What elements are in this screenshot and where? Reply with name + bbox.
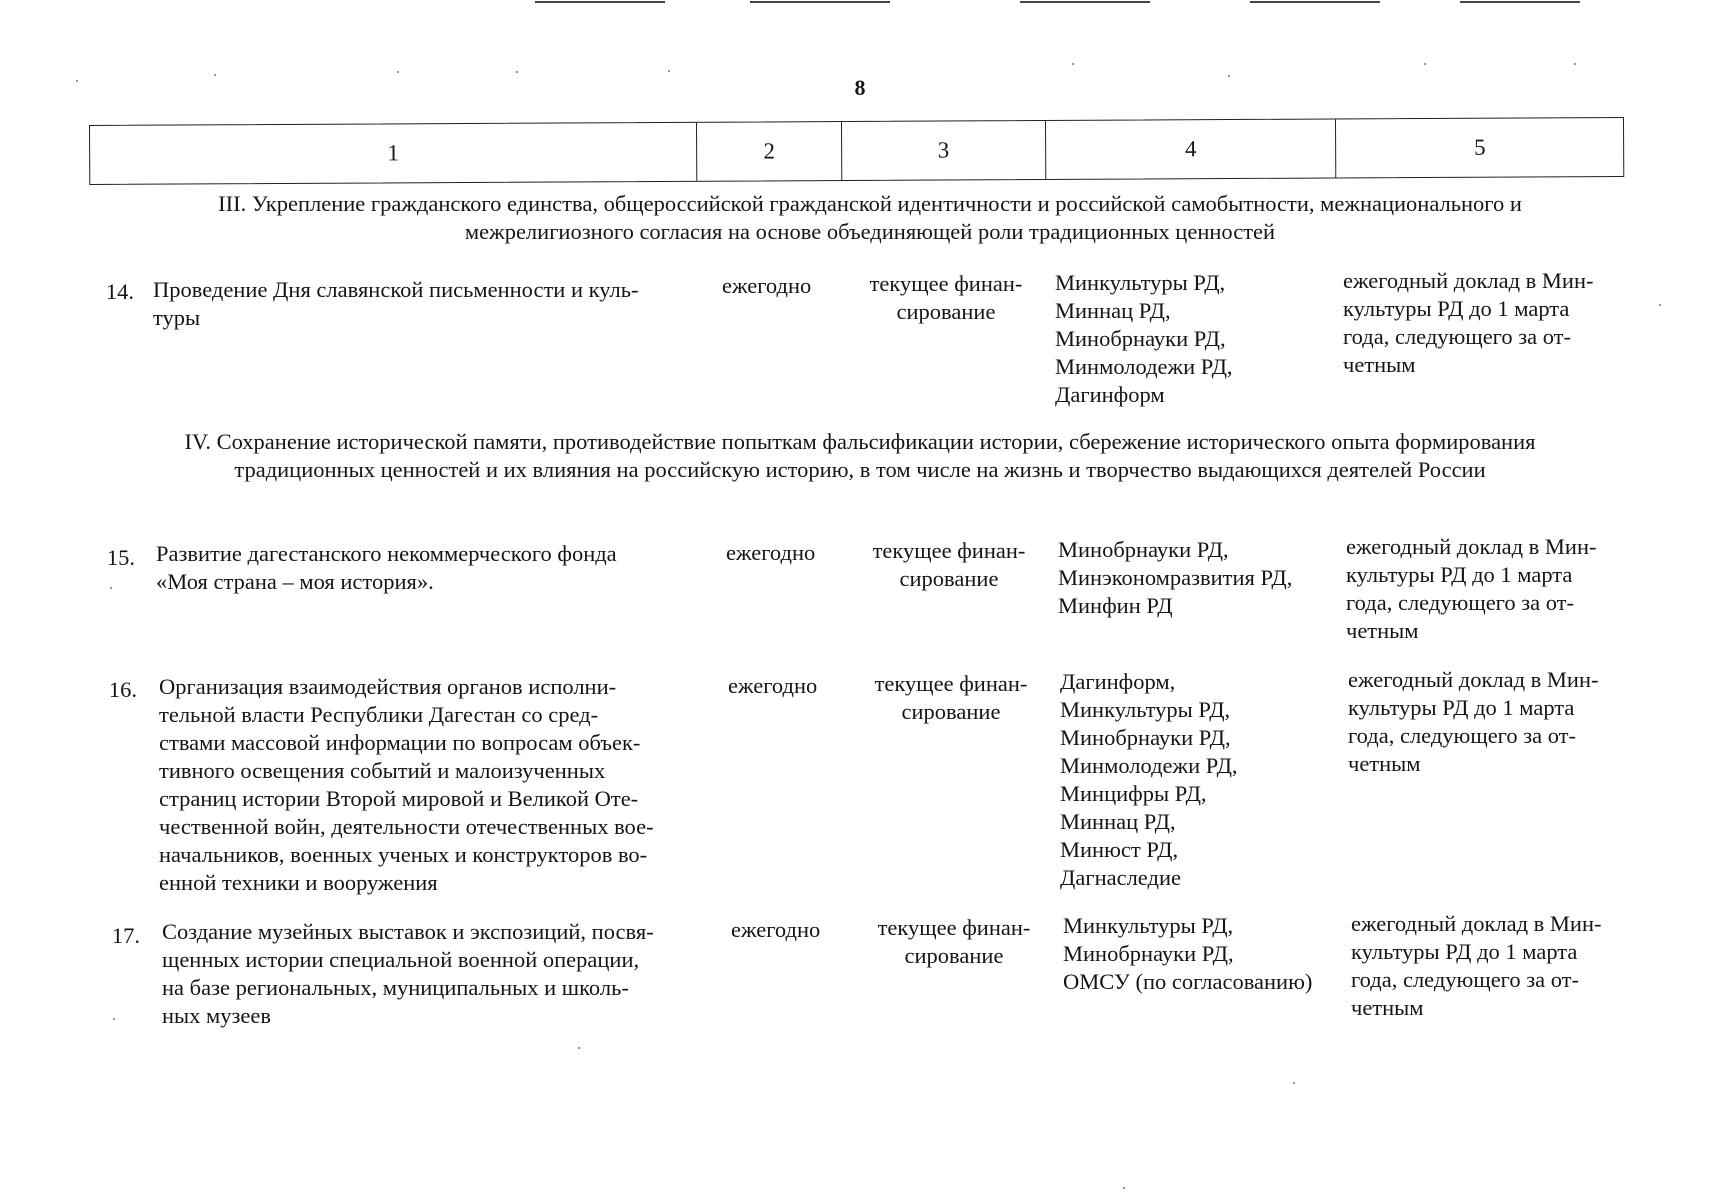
scan-speck xyxy=(397,71,399,73)
item-report-line: культуры РД до 1 марта xyxy=(1351,939,1578,964)
item-executor: Минмолодежи РД, xyxy=(1060,753,1238,778)
scan-speck xyxy=(578,1047,580,1049)
item-description-line: тельной власти Республики Дагестан со сред- xyxy=(159,702,599,727)
scan-edge-mark xyxy=(1250,1,1380,3)
item-executor: ОМСУ (по согласованию) xyxy=(1063,969,1313,994)
item-executors xyxy=(1055,269,1233,409)
header-cell-4: 4 xyxy=(1046,119,1337,179)
item-report xyxy=(1343,267,1594,379)
item-description-line: ных музеев xyxy=(162,1003,272,1028)
item-report-line: года, следующего за от- xyxy=(1351,967,1579,992)
item-report-line: года, следующего за от- xyxy=(1346,590,1574,615)
item-funding-line: текущее финан- xyxy=(874,671,1028,696)
item-executor: Дагинформ xyxy=(1055,382,1165,407)
item-description-line: Создание музейных выставок и экспозиций, посвя- xyxy=(162,919,654,944)
item-executor: Минюст РД, xyxy=(1060,837,1179,862)
item-description-line: ствами массовой информации по вопросам объек- xyxy=(159,730,641,755)
item-number: 15. xyxy=(106,545,135,570)
item-description xyxy=(159,673,654,897)
scan-edge-mark xyxy=(535,1,665,3)
item-report-line: года, следующего за от- xyxy=(1343,324,1571,349)
item-description-line: щенных истории специальной военной операции, xyxy=(162,947,640,972)
section-heading-iv xyxy=(110,428,1610,484)
item-funding xyxy=(859,670,1043,726)
item-number: 17. xyxy=(111,923,140,948)
item-report-line: ежегодный доклад в Мин- xyxy=(1346,534,1597,559)
item-period: ежегодно xyxy=(722,273,812,298)
item-description-line: енной техники и вооружения xyxy=(159,870,438,895)
item-description-line: тивного освещения событий и малоизученных xyxy=(159,758,606,783)
item-funding-line: сирование xyxy=(899,566,999,591)
table-header-row xyxy=(89,117,1624,185)
item-executor: Дагинформ, xyxy=(1060,669,1176,694)
item-executor: Минкультуры РД, xyxy=(1055,270,1226,295)
item-report xyxy=(1348,666,1599,778)
section-heading-line: IV. Сохранение исторической памяти, противодействие попыткам фальсификации истории, сбережение исторического опыта формирования xyxy=(184,429,1536,454)
scan-edge-mark xyxy=(1460,1,1580,3)
item-description-line: Развитие дагестанского некоммерческого фонда xyxy=(156,541,617,566)
item-number: 16. xyxy=(108,677,137,702)
item-executors xyxy=(1060,668,1238,892)
item-description-line: «Моя страна – моя история». xyxy=(156,569,434,594)
section-heading-line: традиционных ценностей и их влияния на российскую историю, в том числе на жизнь и творчество выдающихся деятелей России xyxy=(234,457,1486,482)
header-cell-3: 3 xyxy=(842,121,1046,180)
item-report-line: четным xyxy=(1346,618,1419,643)
item-report-line: культуры РД до 1 марта xyxy=(1343,296,1570,321)
item-description-line: на базе региональных, муниципальных и школь- xyxy=(162,975,629,1000)
item-funding-line: сирование xyxy=(896,299,996,324)
item-funding-line: текущее финан- xyxy=(877,915,1031,940)
item-period: ежегодно xyxy=(726,540,816,565)
scan-speck xyxy=(1659,304,1661,306)
item-executor: Минобрнауки РД, xyxy=(1058,537,1229,562)
item-executor: Минфин РД xyxy=(1058,593,1173,618)
item-executor: Минцифры РД, xyxy=(1060,781,1207,806)
item-description-line: туры xyxy=(153,305,201,330)
item-executor: Минобрнауки РД, xyxy=(1060,725,1231,750)
item-report-line: культуры РД до 1 марта xyxy=(1346,562,1573,587)
scan-edge-mark xyxy=(1020,1,1150,3)
scan-speck xyxy=(516,71,518,73)
item-report xyxy=(1346,533,1597,645)
item-description xyxy=(156,540,617,596)
item-number: 14. xyxy=(105,279,134,304)
item-description-line: страниц истории Второй мировой и Великой Оте- xyxy=(159,786,639,811)
scan-speck xyxy=(113,1018,115,1020)
item-report-line: ежегодный доклад в Мин- xyxy=(1343,268,1594,293)
header-cell-1: 1 xyxy=(90,123,697,184)
item-executor: Минобрнауки РД, xyxy=(1055,326,1226,351)
item-report-line: года, следующего за от- xyxy=(1348,723,1576,748)
section-heading-iii xyxy=(120,190,1620,246)
item-funding xyxy=(858,537,1040,593)
item-executor: Минобрнауки РД, xyxy=(1063,941,1234,966)
item-report xyxy=(1351,910,1602,1022)
scan-speck xyxy=(1072,63,1074,65)
scan-speck xyxy=(668,70,670,72)
item-funding xyxy=(855,270,1037,326)
item-description-line: начальников, военных ученых и конструкторов во- xyxy=(159,842,648,867)
item-executor: Дагнаследие xyxy=(1060,865,1181,890)
section-heading-line: межрелигиозного согласия на основе объединяющей роли традиционных ценностей xyxy=(464,219,1276,244)
item-description xyxy=(162,918,654,1030)
item-executor: Минэкономразвития РД, xyxy=(1058,565,1293,590)
item-funding-line: сирование xyxy=(901,699,1001,724)
item-funding-line: сирование xyxy=(904,943,1004,968)
item-executor: Миннац РД, xyxy=(1055,298,1171,323)
item-report-line: ежегодный доклад в Мин- xyxy=(1348,667,1599,692)
item-executor: Минмолодежи РД, xyxy=(1055,354,1233,379)
scan-edge-mark xyxy=(750,1,890,3)
header-cell-2: 2 xyxy=(697,122,842,181)
item-executors xyxy=(1063,912,1312,996)
item-period: ежегодно xyxy=(728,673,818,698)
item-report-line: четным xyxy=(1343,352,1416,377)
item-executor: Минкультуры РД, xyxy=(1063,913,1234,938)
page-number: 8 xyxy=(854,75,866,100)
scan-speck xyxy=(1293,1082,1295,1084)
item-report-line: ежегодный доклад в Мин- xyxy=(1351,911,1602,936)
item-description xyxy=(153,276,639,332)
item-funding-line: текущее финан- xyxy=(872,538,1026,563)
section-heading-line: III. Укрепление гражданского единства, общероссийской гражданской идентичности и российской самобытности, межнационального и xyxy=(218,191,1522,216)
item-description-line: Организация взаимодействия органов исполни- xyxy=(159,674,617,699)
scan-speck xyxy=(1424,63,1426,65)
header-cell-5: 5 xyxy=(1474,134,1486,160)
item-report-line: четным xyxy=(1351,995,1424,1020)
scan-speck xyxy=(1123,1187,1125,1189)
item-report-line: культуры РД до 1 марта xyxy=(1348,695,1575,720)
item-funding-line: текущее финан- xyxy=(869,271,1023,296)
item-description-line: чественной войн, деятельности отечественных вое- xyxy=(159,814,654,839)
item-executor: Миннац РД, xyxy=(1060,809,1176,834)
item-report-line: четным xyxy=(1348,751,1421,776)
item-funding xyxy=(862,914,1046,970)
item-executors xyxy=(1058,536,1292,620)
scan-speck xyxy=(110,587,112,589)
scan-speck xyxy=(1574,63,1576,65)
item-period: ежегодно xyxy=(731,917,821,942)
item-description-line: Проведение Дня славянской письменности и куль- xyxy=(153,277,639,302)
item-executor: Минкультуры РД, xyxy=(1060,697,1231,722)
